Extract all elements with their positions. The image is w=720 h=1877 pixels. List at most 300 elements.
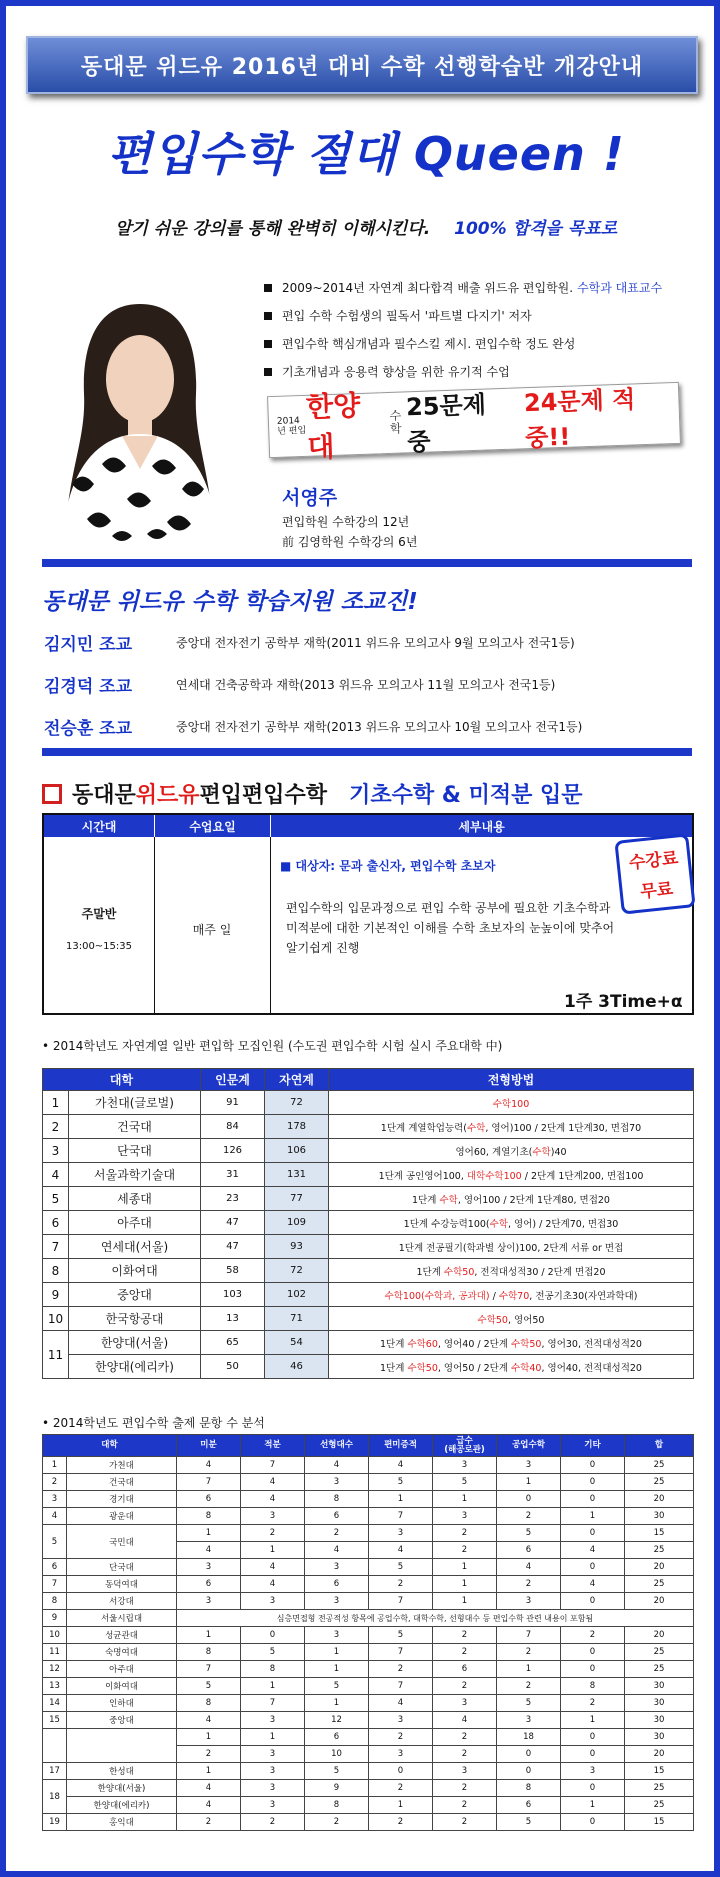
university-name: 서강대 [67,1593,177,1610]
question-count: 2 [241,1814,305,1831]
university-name: 건국대 [67,1474,177,1491]
row-number: 8 [43,1593,67,1610]
university-name: 서울시립대 [67,1610,177,1627]
question-count: 7 [241,1457,305,1474]
question-count: 2 [561,1627,625,1644]
question-count: 1 [305,1644,369,1661]
selection-method [329,1355,694,1379]
table-header: 전형방법 [329,1069,694,1091]
question-count: 3 [241,1746,305,1763]
question-count: 6 [497,1542,561,1559]
table-row [43,1610,694,1627]
question-count: 8 [561,1678,625,1695]
assistant-name: 전승훈 조교 [44,719,133,739]
table-header: 편미증적 [369,1435,433,1457]
table-row [43,1695,694,1712]
humanities-count: 65 [201,1331,265,1355]
row-number: 5 [43,1525,67,1559]
science-count: 131 [265,1163,329,1187]
row-number: 9 [43,1610,67,1627]
university-name: 서울과학기술대 [69,1163,201,1187]
table-row [43,1283,694,1307]
question-count: 4 [177,1712,241,1729]
question-count: 6 [177,1491,241,1508]
question-count: 3 [305,1593,369,1610]
tagline [6,214,720,239]
humanities-count: 23 [201,1187,265,1211]
science-count: 178 [265,1115,329,1139]
question-count: 0 [561,1457,625,1474]
question-count: 7 [241,1695,305,1712]
bullet-item: 2009~2014년 자연계 최다합격 배출 위드유 편입학원. 수학과 대표교수 [264,274,704,302]
row-number [43,1729,67,1763]
science-count: 71 [265,1307,329,1331]
row-number: 18 [43,1780,67,1814]
question-count: 1 [177,1627,241,1644]
row-number: 17 [43,1763,67,1780]
university-name: 국민대 [67,1525,177,1559]
method-text: 1단계 공인영어100, [378,1170,467,1182]
question-count: 3 [241,1780,305,1797]
table-header: 수업요일 [154,815,270,837]
humanities-count: 58 [201,1259,265,1283]
question-count: 25 [625,1474,694,1491]
table-header: 공업수학 [497,1435,561,1457]
question-count: 3 [369,1712,433,1729]
bullet-item: 기초개념과 응용력 향상을 위한 유기적 수업 [264,358,704,386]
question-count: 2 [177,1746,241,1763]
university-name: 성균관대 [67,1627,177,1644]
question-count: 1 [561,1797,625,1814]
science-count: 77 [265,1187,329,1211]
hanyang-year: 2014년 편입 [276,416,307,437]
question-count: 1 [497,1474,561,1491]
table-row [43,1491,694,1508]
method-text: 수학100 [492,1098,530,1110]
question-count: 3 [369,1746,433,1763]
university-name: 홍익대 [67,1814,177,1831]
course-hours: 13:00~15:35 [65,941,132,952]
question-count: 2 [369,1661,433,1678]
question-count: 8 [177,1508,241,1525]
method-text: 수학100(수학과, 공과대) [384,1290,490,1302]
method-text: 수학40 [511,1362,542,1374]
science-count: 72 [265,1091,329,1115]
question-count: 6 [433,1661,497,1678]
question-count: 2 [433,1780,497,1797]
question-count: 4 [433,1712,497,1729]
question-count: 25 [625,1797,694,1814]
question-count: 8 [241,1661,305,1678]
question-count: 20 [625,1746,694,1763]
question-count: 9 [305,1780,369,1797]
table-row [43,1525,694,1542]
question-count: 30 [625,1678,694,1695]
question-count: 6 [177,1576,241,1593]
method-text: 1단계 [380,1362,408,1374]
row-number: 9 [43,1283,69,1307]
square-bullet-icon [264,284,272,292]
divider [42,748,692,756]
question-count: 0 [561,1644,625,1661]
question-count: 4 [241,1491,305,1508]
question-count: 4 [241,1559,305,1576]
assistant-row [44,672,555,697]
course-day: 매주 일 [192,923,232,937]
question-count: 12 [305,1712,369,1729]
university-name: 이화여대 [69,1259,201,1283]
question-count: 5 [497,1525,561,1542]
science-count: 54 [265,1331,329,1355]
science-count: 106 [265,1139,329,1163]
science-count: 93 [265,1235,329,1259]
question-count: 1 [305,1661,369,1678]
question-count: 7 [369,1644,433,1661]
bullet-item: 편입 수학 수험생의 필독서 '파트별 다지기' 저자 [264,302,704,330]
university-name: 단국대 [69,1139,201,1163]
question-count: 2 [369,1729,433,1746]
row-number: 6 [43,1559,67,1576]
question-count: 7 [369,1508,433,1525]
science-count: 46 [265,1355,329,1379]
university-name: 한국항공대 [69,1307,201,1331]
question-count: 0 [561,1559,625,1576]
question-count: 4 [241,1576,305,1593]
selection-method [329,1211,694,1235]
selection-method [329,1283,694,1307]
university-name: 이화여대 [67,1678,177,1695]
table-row [43,1661,694,1678]
question-count: 2 [305,1814,369,1831]
question-count: 2 [497,1576,561,1593]
university-name: 세종대 [69,1187,201,1211]
course-target: ■ 대상자: 문과 출신자, 편입수학 초보자 [280,859,496,873]
divider [42,559,692,567]
question-count: 5 [497,1814,561,1831]
row-number: 4 [43,1508,67,1525]
university-name [67,1729,177,1763]
question-count: 3 [305,1627,369,1644]
question-count: 20 [625,1559,694,1576]
column-line [270,837,271,1013]
question-count: 1 [177,1763,241,1780]
table-header: 급수 (해공로관) [433,1435,497,1457]
method-text: / [489,1290,499,1302]
question-count: 4 [369,1457,433,1474]
method-text: 1단계 전공필기(학과별 상이)100, 2단계 서류 or 면접 [398,1242,624,1254]
question-count: 2 [433,1525,497,1542]
question-count: 3 [177,1593,241,1610]
question-count: 25 [625,1644,694,1661]
question-count: 6 [497,1797,561,1814]
selection-method [329,1139,694,1163]
method-text: 1단계 [380,1338,408,1350]
question-count: 0 [561,1746,625,1763]
table-row [43,1763,694,1780]
humanities-count: 13 [201,1307,265,1331]
university-name: 아주대 [69,1211,201,1235]
course-desc: 알기쉽게 진행 [286,941,360,955]
question-count: 2 [369,1814,433,1831]
question-count: 3 [433,1695,497,1712]
question-count: 1 [561,1508,625,1525]
question-count: 1 [433,1491,497,1508]
table-row [43,1508,694,1525]
question-count: 1 [433,1576,497,1593]
table-header: 대학 [43,1069,201,1091]
course-table [42,813,694,1015]
university-name: 광운대 [67,1508,177,1525]
university-name: 한양대(에리카) [69,1355,201,1379]
square-bullet-icon [264,368,272,376]
tagline-highlight: 100% 합격을 목표로 [454,219,618,239]
method-text: , 전적대성적30 / 2단계 면접20 [474,1266,606,1278]
university-name: 중앙대 [69,1283,201,1307]
humanities-count: 47 [201,1235,265,1259]
selection-method [329,1115,694,1139]
university-name: 중앙대 [67,1712,177,1729]
method-text: 1단계 [412,1194,440,1206]
question-count: 4 [497,1559,561,1576]
question-count: 1 [305,1695,369,1712]
table-row [43,1576,694,1593]
humanities-count: 50 [201,1355,265,1379]
method-text: 수학 [466,1122,486,1134]
question-count: 4 [561,1542,625,1559]
row-number: 2 [43,1474,67,1491]
question-count: 2 [369,1576,433,1593]
headline: 편입수학 절대 Queen ! [107,127,625,181]
table-row [43,1457,694,1474]
question-count: 25 [625,1457,694,1474]
question-count: 2 [433,1644,497,1661]
question-count: 1 [177,1525,241,1542]
question-count: 20 [625,1491,694,1508]
assistant-desc: 중앙대 전자전기 공학부 재학(2011 위드유 모의고사 9월 모의고사 전국1등) [176,636,575,650]
method-text: , 영어50 [507,1314,545,1326]
question-count: 18 [497,1729,561,1746]
row-number: 10 [43,1307,69,1331]
question-count: 1 [241,1542,305,1559]
square-bullet-icon [264,340,272,348]
question-count: 30 [625,1695,694,1712]
table-row [43,1474,694,1491]
assistant-row [44,714,582,739]
question-count: 2 [433,1678,497,1695]
question-count: 6 [305,1729,369,1746]
question-count: 0 [497,1746,561,1763]
question-count: 8 [497,1780,561,1797]
method-text: 수학50 [511,1338,542,1350]
question-count: 3 [241,1593,305,1610]
question-count: 0 [561,1491,625,1508]
course-desc: 미적분에 대한 기본적인 이해를 수학 초보자의 눈높이에 맞추어 [286,921,615,935]
question-count: 3 [305,1559,369,1576]
university-name: 한양대(서울) [69,1331,201,1355]
method-text: , 영어40, 전적대성적20 [541,1362,642,1374]
selection-method [329,1259,694,1283]
assistant-section-title: 동대문 위드유 수학 학습지원 조교진! [42,589,418,615]
method-text: 수학70 [498,1290,530,1302]
free-tuition-stamp: 수강료 무료 [614,833,695,914]
question-count: 3 [177,1559,241,1576]
question-count: 30 [625,1712,694,1729]
question-count: 25 [625,1661,694,1678]
question-analysis-table [42,1434,694,1831]
question-count: 0 [369,1763,433,1780]
question-count: 15 [625,1763,694,1780]
question-count: 3 [241,1508,305,1525]
method-text: 1단계 [416,1266,444,1278]
method-text: , 영어)100 / 2단계 1단계30, 면접70 [485,1122,642,1134]
question-count: 2 [241,1525,305,1542]
question-count: 8 [305,1491,369,1508]
question-count: 0 [561,1814,625,1831]
question-count: 4 [305,1457,369,1474]
method-text: 수학50 [443,1266,475,1278]
row-number: 11 [43,1331,69,1379]
question-count: 1 [369,1797,433,1814]
science-count: 109 [265,1211,329,1235]
question-count: 3 [241,1712,305,1729]
question-count: 4 [305,1542,369,1559]
humanities-count: 31 [201,1163,265,1187]
question-count: 0 [497,1491,561,1508]
assistant-name: 김경덕 조교 [44,677,133,697]
question-count: 4 [369,1542,433,1559]
table-row [43,1235,694,1259]
method-text: / 2단계 1단계200, 면접100 [521,1170,644,1182]
question-count: 8 [177,1695,241,1712]
university-name: 가천대(글로벌) [69,1091,201,1115]
table-row [43,1712,694,1729]
table-row [43,1729,694,1746]
table-row [43,1187,694,1211]
row-number: 14 [43,1695,67,1712]
row-number: 3 [43,1491,67,1508]
row-number: 3 [43,1139,69,1163]
question-count: 1 [369,1491,433,1508]
question-count: 2 [433,1746,497,1763]
humanities-count: 84 [201,1115,265,1139]
method-text: 수학50 [407,1362,438,1374]
table-row [43,1211,694,1235]
table-header: 세부내용 [270,815,692,837]
humanities-count: 47 [201,1211,265,1235]
table-row [43,1559,694,1576]
selection-method [329,1187,694,1211]
question-count: 2 [305,1525,369,1542]
question-count: 1 [177,1729,241,1746]
question-count: 4 [177,1797,241,1814]
question-count: 2 [433,1814,497,1831]
table-row [43,1593,694,1610]
table-row [43,1163,694,1187]
table-row [43,1797,694,1814]
row-number: 12 [43,1661,67,1678]
question-count: 2 [433,1729,497,1746]
row-number: 6 [43,1211,69,1235]
question-count: 5 [177,1678,241,1695]
table-header: 대학 [43,1435,177,1457]
question-count: 3 [497,1593,561,1610]
question-count: 30 [625,1729,694,1746]
humanities-count: 91 [201,1091,265,1115]
university-name: 단국대 [67,1559,177,1576]
question-count: 0 [561,1474,625,1491]
selection-method [329,1331,694,1355]
row-number: 4 [43,1163,69,1187]
question-count: 3 [433,1457,497,1474]
question-count: 5 [369,1559,433,1576]
question-count: 3 [561,1763,625,1780]
question-count: 3 [497,1712,561,1729]
question-count: 2 [497,1508,561,1525]
question-count: 5 [369,1474,433,1491]
question-count: 2 [433,1797,497,1814]
selection-method [329,1163,694,1187]
bullet-list [264,274,704,386]
question-count: 3 [497,1457,561,1474]
table-header: 선형대수 [305,1435,369,1457]
question-count: 5 [305,1678,369,1695]
method-text: 영어60, 계열기초( [455,1146,533,1158]
table-header: 인문계 [201,1069,265,1091]
bullet-item: 편입수학 핵심개념과 필수스킬 제시. 편입수학 정도 완성 [264,330,704,358]
row-number: 13 [43,1678,67,1695]
table-row [43,1814,694,1831]
table-row [43,1780,694,1797]
row-number: 5 [43,1187,69,1211]
question-count: 5 [433,1474,497,1491]
question-count: 5 [369,1627,433,1644]
method-text: 수학60 [407,1338,438,1350]
course-desc: 편입수학의 입문과정으로 편입 수학 공부에 필요한 기초수학과 [286,901,611,915]
assistant-desc: 연세대 건축공학과 재학(2013 위드유 모의고사 11월 모의고사 전국1등) [176,678,556,692]
question-count: 0 [497,1763,561,1780]
question-count: 1 [241,1729,305,1746]
question-count: 30 [625,1508,694,1525]
table-row [43,1331,694,1355]
university-name: 동덕여대 [67,1576,177,1593]
university-name: 가천대 [67,1457,177,1474]
science-count: 102 [265,1283,329,1307]
question-count: 7 [497,1627,561,1644]
question-count: 15 [625,1814,694,1831]
question-count: 0 [561,1661,625,1678]
assistant-name: 김지민 조교 [44,635,133,655]
table-row [43,1139,694,1163]
pencil-box-icon [42,784,62,804]
university-name: 인하대 [67,1695,177,1712]
table-row [43,1091,694,1115]
question-count: 1 [433,1559,497,1576]
table-row [43,1678,694,1695]
teacher-name: 서영주 [282,487,338,509]
question-count: 2 [433,1627,497,1644]
humanities-count: 126 [201,1139,265,1163]
teacher-career: 前 김영학원 수학강의 6년 [282,535,418,549]
table-row [43,1355,694,1379]
teacher-photo [42,284,238,546]
square-bullet-icon [264,312,272,320]
row-number: 2 [43,1115,69,1139]
table-row [43,1259,694,1283]
selection-method [329,1235,694,1259]
question-count: 0 [561,1525,625,1542]
course-time: 주말반 [81,907,117,921]
question-count: 0 [561,1593,625,1610]
